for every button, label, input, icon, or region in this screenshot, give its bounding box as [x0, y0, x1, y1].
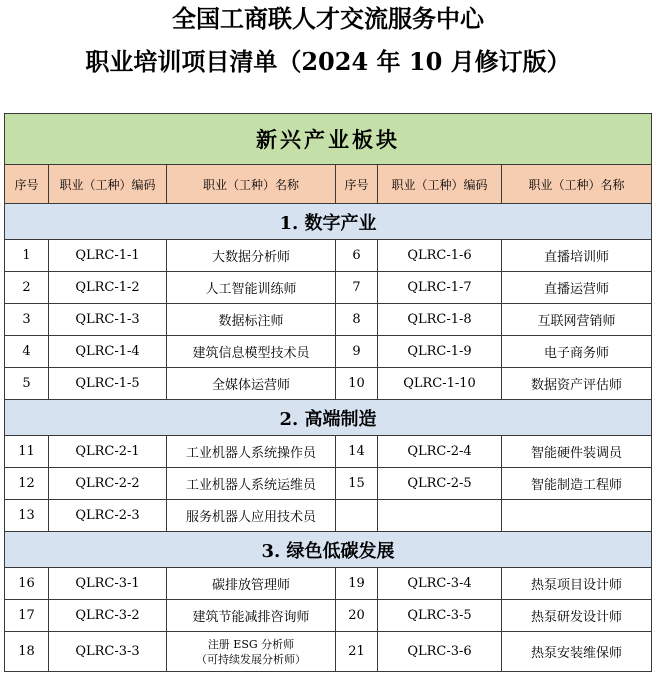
name-cell: 热泵研发设计师 — [502, 600, 652, 632]
code-cell: QLRC-1-6 — [378, 240, 502, 272]
code-cell: QLRC-2-5 — [378, 468, 502, 500]
table-row — [5, 468, 652, 500]
table-row — [5, 368, 652, 400]
document-title: 全国工商联人才交流服务中心 — [172, 4, 484, 33]
code-cell — [378, 500, 502, 532]
header-row — [5, 165, 652, 204]
code-cell: QLRC-1-9 — [378, 336, 502, 368]
table-row — [5, 304, 652, 336]
banner-title: 新兴产业板块 — [5, 114, 652, 165]
code-cell: QLRC-2-3 — [49, 500, 167, 532]
name-cell: 智能硬件装调员 — [502, 436, 652, 468]
seq-cell: 21 — [336, 632, 378, 672]
seq-cell: 20 — [336, 600, 378, 632]
section-title: 2. 高端制造 — [5, 400, 652, 436]
seq-cell: 14 — [336, 436, 378, 468]
seq-cell: 19 — [336, 568, 378, 600]
code-cell: QLRC-3-3 — [49, 632, 167, 672]
code-cell: QLRC-3-5 — [378, 600, 502, 632]
seq-cell: 18 — [5, 632, 49, 672]
seq-cell: 2 — [5, 272, 49, 304]
header-seq-left: 序号 — [5, 165, 49, 204]
name-cell: 智能制造工程师 — [502, 468, 652, 500]
table-row — [5, 436, 652, 468]
code-cell: QLRC-3-1 — [49, 568, 167, 600]
section-row — [5, 400, 652, 436]
name-cell: 热泵项目设计师 — [502, 568, 652, 600]
name-cell: 互联网营销师 — [502, 304, 652, 336]
table-row — [5, 632, 652, 672]
seq-cell: 16 — [5, 568, 49, 600]
code-cell: QLRC-3-4 — [378, 568, 502, 600]
name-cell: 碳排放管理师 — [167, 568, 336, 600]
name-cell: 工业机器人系统运维员 — [167, 468, 336, 500]
code-cell: QLRC-1-1 — [49, 240, 167, 272]
code-cell: QLRC-2-1 — [49, 436, 167, 468]
code-cell: QLRC-1-3 — [49, 304, 167, 336]
table-row — [5, 336, 652, 368]
name-cell: 大数据分析师 — [167, 240, 336, 272]
table-row — [5, 500, 652, 532]
header-name-left: 职业（工种）名称 — [167, 165, 336, 204]
name-cell — [502, 500, 652, 532]
table-row — [5, 240, 652, 272]
seq-cell: 9 — [336, 336, 378, 368]
seq-cell: 5 — [5, 368, 49, 400]
seq-cell: 15 — [336, 468, 378, 500]
code-cell: QLRC-1-5 — [49, 368, 167, 400]
name-cell: 数据资产评估师 — [502, 368, 652, 400]
table-row — [5, 568, 652, 600]
seq-cell: 3 — [5, 304, 49, 336]
name-cell: 工业机器人系统操作员 — [167, 436, 336, 468]
code-cell: QLRC-1-7 — [378, 272, 502, 304]
seq-cell: 11 — [5, 436, 49, 468]
section-title: 1. 数字产业 — [5, 204, 652, 240]
name-cell-line2: （可持续发展分析师） — [196, 652, 306, 666]
seq-cell: 12 — [5, 468, 49, 500]
name-cell: 服务机器人应用技术员 — [167, 500, 336, 532]
seq-cell: 1 — [5, 240, 49, 272]
name-cell-line1: 注册 ESG 分析师 — [207, 637, 295, 651]
name-cell: 全媒体运营师 — [167, 368, 336, 400]
table-row — [5, 600, 652, 632]
seq-cell: 10 — [336, 368, 378, 400]
code-cell: QLRC-3-2 — [49, 600, 167, 632]
seq-cell: 6 — [336, 240, 378, 272]
seq-cell: 7 — [336, 272, 378, 304]
seq-cell: 13 — [5, 500, 49, 532]
seq-cell: 4 — [5, 336, 49, 368]
table-row — [5, 272, 652, 304]
page-crop-edge — [0, 688, 656, 692]
section-row — [5, 204, 652, 240]
code-cell: QLRC-3-6 — [378, 632, 502, 672]
name-cell: 直播运营师 — [502, 272, 652, 304]
name-cell: 电子商务师 — [502, 336, 652, 368]
document-subtitle: 职业培训项目清单（2024 年 10 月修订版） — [85, 47, 571, 76]
code-cell: QLRC-1-4 — [49, 336, 167, 368]
name-cell: 热泵安装维保师 — [502, 632, 652, 672]
header-code-left: 职业（工种）编码 — [49, 165, 167, 204]
name-cell: 数据标注师 — [167, 304, 336, 336]
code-cell: QLRC-1-8 — [378, 304, 502, 336]
seq-cell: 17 — [5, 600, 49, 632]
name-cell: 建筑节能减排咨询师 — [167, 600, 336, 632]
seq-cell: 8 — [336, 304, 378, 336]
section-title: 3. 绿色低碳发展 — [5, 532, 652, 568]
seq-cell — [336, 500, 378, 532]
project-list-table — [4, 113, 652, 672]
section-row — [5, 532, 652, 568]
code-cell: QLRC-2-2 — [49, 468, 167, 500]
name-cell: 建筑信息模型技术员 — [167, 336, 336, 368]
code-cell: QLRC-1-10 — [378, 368, 502, 400]
code-cell: QLRC-1-2 — [49, 272, 167, 304]
header-name-right: 职业（工种）名称 — [502, 165, 652, 204]
header-seq-right: 序号 — [336, 165, 378, 204]
name-cell — [167, 632, 336, 672]
name-cell: 直播培训师 — [502, 240, 652, 272]
code-cell: QLRC-2-4 — [378, 436, 502, 468]
header-code-right: 职业（工种）编码 — [378, 165, 502, 204]
banner-row — [5, 114, 652, 165]
name-cell: 人工智能训练师 — [167, 272, 336, 304]
